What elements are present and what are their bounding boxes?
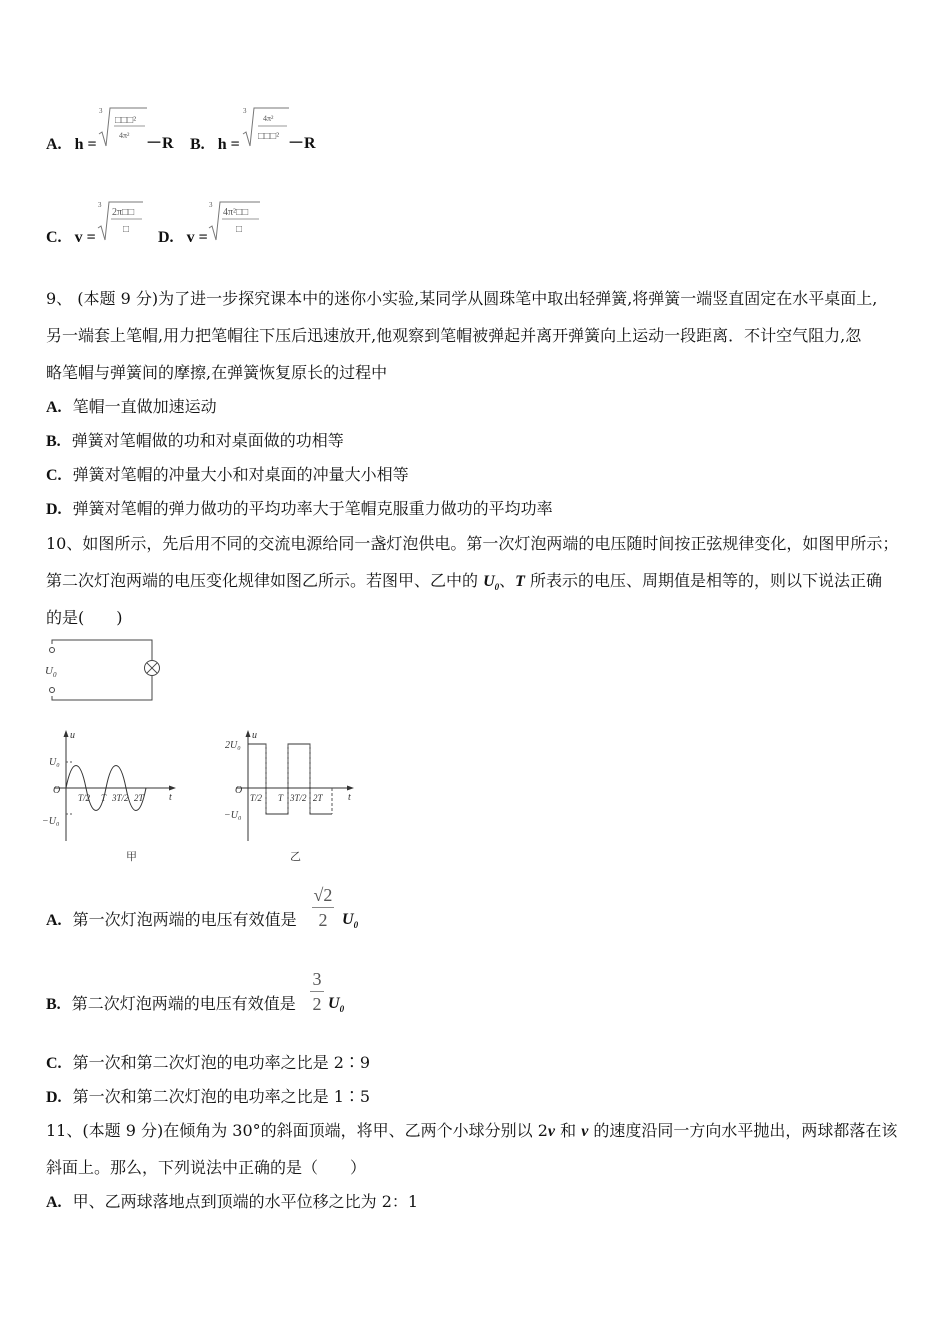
q10-option-d bbox=[46, 1087, 370, 1108]
circuit-label: $U_0$ bbox=[45, 665, 57, 679]
q8-option-a-radical bbox=[97, 104, 149, 150]
tick-2t: 2T bbox=[134, 793, 144, 803]
option-text: 第一次灯泡两端的电压有效值是 bbox=[72, 910, 297, 929]
root-index: 3 bbox=[98, 201, 102, 209]
tick-2t: 2T bbox=[313, 793, 323, 803]
tick-3t-half: 3T/2 bbox=[290, 793, 307, 803]
tick-3t-half: 3T/2 bbox=[112, 793, 129, 803]
q8-option-d bbox=[158, 227, 208, 248]
neg-label: −U₀ bbox=[224, 810, 242, 821]
option-label: D. bbox=[158, 229, 174, 246]
root-index: 3 bbox=[243, 107, 247, 115]
stem-text: 的速度沿同一方向水平抛出，两球都落在该 bbox=[588, 1121, 898, 1140]
tick-t: T bbox=[278, 793, 284, 803]
q10-stem-line-1: 10、如图所示，先后用不同的交流电源给同一盏灯泡供电。第一次灯泡两端的电压随时间按正弦规律变化，如图甲所示； bbox=[46, 534, 899, 553]
q8-option-b-tail: －R bbox=[288, 135, 316, 152]
pos-label: 2U₀ bbox=[225, 740, 241, 751]
q11-stem-line-1 bbox=[46, 1121, 897, 1142]
graph-caption: 甲 bbox=[126, 851, 137, 863]
origin-label: O bbox=[53, 785, 61, 796]
graph-yi bbox=[222, 726, 372, 866]
axis-label-t: t bbox=[169, 792, 172, 803]
root-index: 3 bbox=[209, 201, 213, 209]
tick-t-half: T/2 bbox=[78, 793, 91, 803]
q8-option-c-radical bbox=[96, 198, 146, 244]
symbol-v: v bbox=[547, 1123, 556, 1140]
option-text: 弹簧对笔帽的弹力做功的平均功率大于笔帽克服重力做功的平均功率 bbox=[72, 499, 553, 518]
q8-option-d-radical bbox=[207, 198, 263, 244]
option-label: C. bbox=[46, 467, 62, 484]
q10-option-b-fraction bbox=[308, 968, 326, 1015]
radicand-denominator: □ bbox=[123, 224, 130, 235]
q10-stem-line-3: 的是( ) bbox=[46, 608, 123, 627]
option-label: B. bbox=[46, 996, 61, 1013]
option-label: A. bbox=[46, 399, 62, 416]
q9-stem-line-1: 9、 (本题 9 分)为了进一步探究课本中的迷你小实验,某同学从圆珠笔中取出轻弹簧,将弹簧一端竖直固定在水平桌面上, bbox=[46, 289, 878, 308]
terminal-top bbox=[50, 648, 55, 653]
q9-stem-line-2: 另一端套上笔帽,用力把笔帽往下压后迅速放开,他观察到笔帽被弹起并离开弹簧向上运动一段距离．不计空气阻力,忽 bbox=[46, 326, 862, 345]
fraction-denominator: 2 bbox=[318, 910, 328, 930]
stem-text: 第二次灯泡两端的电压变化规律如图乙所示。若图甲、乙中的 bbox=[46, 571, 484, 590]
tick-t-half: T/2 bbox=[250, 793, 263, 803]
option-text: 第一次和第二次灯泡的电功率之比是 2∶9 bbox=[72, 1053, 371, 1072]
option-label: B. bbox=[190, 136, 205, 153]
q10-option-b-tail: $U_0$ bbox=[328, 995, 345, 1015]
option-label: B. bbox=[46, 433, 61, 450]
radicand-denominator: □□□² bbox=[258, 131, 280, 142]
symbol-t: T bbox=[515, 573, 525, 590]
option-text: 弹簧对笔帽做的功和对桌面做的功相等 bbox=[71, 431, 344, 450]
symbol-v: v bbox=[581, 1123, 589, 1140]
q10-option-c bbox=[46, 1053, 370, 1074]
q8-option-b-radical bbox=[241, 104, 291, 150]
neg-label: −U₀ bbox=[42, 816, 60, 827]
radicand-denominator: □ bbox=[236, 224, 243, 235]
radicand-numerator: 4π² bbox=[263, 114, 274, 123]
radicand-numerator: 4π²□□ bbox=[223, 207, 249, 218]
q8-option-b bbox=[190, 134, 240, 155]
formula-lhs: v = bbox=[74, 229, 96, 246]
axis-label-t: t bbox=[348, 792, 351, 803]
q10-option-a-fraction bbox=[310, 884, 336, 931]
stem-text: 11、(本题 9 分)在倾角为 30°的斜面顶端，将甲、乙两个小球分别以 2 bbox=[46, 1121, 548, 1140]
option-label: C. bbox=[46, 1055, 62, 1072]
q9-option-a bbox=[46, 397, 217, 418]
q10-option-b bbox=[46, 994, 296, 1015]
option-label: D. bbox=[46, 501, 62, 518]
q8-option-c bbox=[46, 227, 96, 248]
graph-caption: 乙 bbox=[290, 851, 301, 863]
q11-option-a bbox=[46, 1192, 418, 1213]
q9-option-c bbox=[46, 465, 409, 486]
radicand-denominator: 4π² bbox=[119, 131, 130, 140]
q9-option-b bbox=[46, 431, 344, 452]
option-text: 甲、乙两球落地点到顶端的水平位移之比为 2：1 bbox=[72, 1192, 419, 1211]
symbol-u0: $U_0$ bbox=[483, 573, 500, 593]
graph-jia bbox=[40, 726, 190, 866]
q11-stem-line-2: 斜面上。那么，下列说法中正确的是（ ） bbox=[46, 1158, 367, 1177]
separator: 、 bbox=[499, 571, 516, 590]
option-label: A. bbox=[46, 136, 62, 153]
radicand-numerator: □□□² bbox=[115, 115, 137, 126]
circuit-diagram bbox=[44, 636, 164, 706]
fraction-numerator: √2 bbox=[313, 885, 333, 905]
terminal-bottom bbox=[50, 688, 55, 693]
axis-label-u: u bbox=[252, 730, 257, 741]
q10-stem-line-2 bbox=[46, 571, 882, 597]
option-text: 笔帽一直做加速运动 bbox=[72, 397, 217, 416]
tick-t: T bbox=[101, 793, 107, 803]
option-text: 第一次和第二次灯泡的电功率之比是 1∶5 bbox=[72, 1087, 371, 1106]
lamp-icon bbox=[145, 661, 160, 676]
fraction-denominator: 2 bbox=[312, 994, 322, 1014]
formula-lhs: v = bbox=[186, 229, 208, 246]
q10-option-a-tail: $U_0$ bbox=[342, 911, 359, 931]
option-label: C. bbox=[46, 229, 62, 246]
axis-label-u: u bbox=[70, 730, 75, 741]
root-index: 3 bbox=[99, 107, 103, 115]
option-label: A. bbox=[46, 1194, 62, 1211]
stem-text: 所表示的电压、周期值是相等的，则以下说法正确 bbox=[524, 571, 883, 590]
q9-option-d bbox=[46, 499, 553, 520]
q8-option-a-tail: －R bbox=[146, 135, 174, 152]
option-label: A. bbox=[46, 912, 62, 929]
stem-text: 和 bbox=[555, 1121, 582, 1140]
option-text: 弹簧对笔帽的冲量大小和对桌面的冲量大小相等 bbox=[72, 465, 409, 484]
option-text: 第二次灯泡两端的电压有效值是 bbox=[71, 994, 296, 1013]
formula-lhs: h = bbox=[217, 136, 240, 153]
option-label: D. bbox=[46, 1089, 62, 1106]
q9-stem-line-3: 略笔帽与弹簧间的摩擦,在弹簧恢复原长的过程中 bbox=[46, 363, 388, 382]
origin-label: O bbox=[235, 785, 243, 796]
fraction-numerator: 3 bbox=[312, 969, 322, 989]
pos-label: U₀ bbox=[49, 757, 60, 768]
square-wave bbox=[248, 744, 332, 814]
radicand-numerator: 2π□□ bbox=[112, 207, 135, 218]
q10-option-a bbox=[46, 910, 297, 931]
q8-option-a bbox=[46, 134, 97, 155]
formula-lhs: h = bbox=[74, 136, 97, 153]
